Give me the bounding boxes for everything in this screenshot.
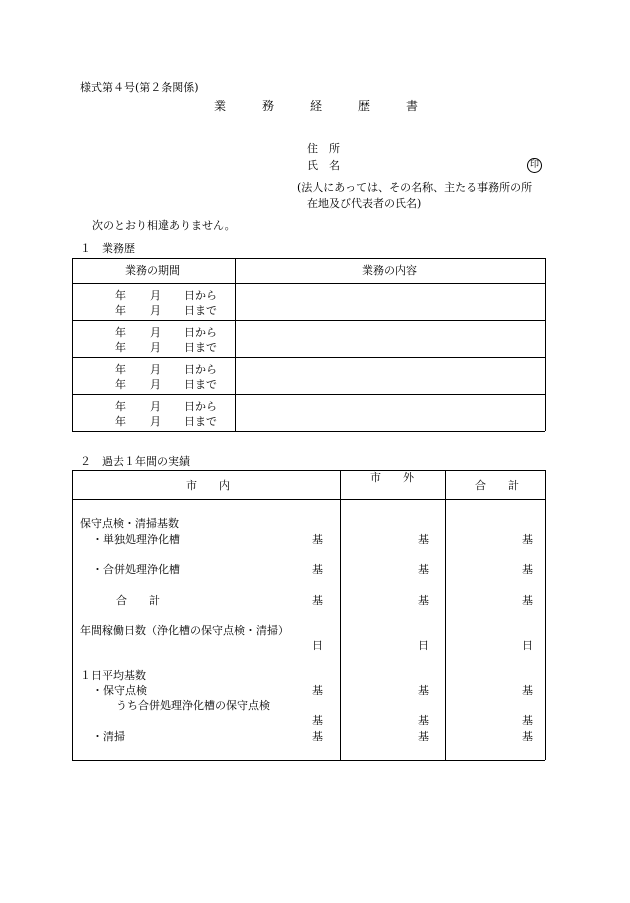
year-label: 年 — [115, 304, 126, 317]
col-content-header: 業務の内容 — [362, 264, 417, 277]
row-label: ・合併処理浄化槽 — [92, 563, 180, 576]
unit-total: 基 — [522, 563, 533, 576]
unit-out: 基 — [418, 684, 429, 697]
year-label: 年 — [115, 341, 126, 354]
seal-mark: 印 — [527, 158, 542, 173]
corp-note-line1: (法人にあっては、その名称、主たる事務所の所 — [297, 181, 533, 194]
year-label: 年 — [115, 289, 126, 302]
month-label: 月 — [150, 341, 161, 354]
row-label: ・保守点検 — [92, 684, 147, 697]
month-label: 月 — [150, 415, 161, 428]
group-daily-average: １日平均基数 — [80, 669, 146, 682]
group-operating-days: 年間稼働日数（浄化槽の保守点検・清掃） — [80, 624, 289, 637]
title-char: 書 — [406, 99, 419, 113]
title-char: 経 — [310, 99, 323, 113]
unit-in: 基 — [312, 533, 323, 546]
unit-out: 基 — [418, 563, 429, 576]
unit-in: 基 — [312, 594, 323, 607]
to-label: 日まで — [184, 341, 217, 354]
row-label: ・単独処理浄化槽 — [92, 533, 180, 546]
unit-total: 基 — [522, 533, 533, 546]
unit-total: 日 — [522, 639, 533, 652]
section1-heading: １ 業務歴 — [80, 242, 135, 255]
year-label: 年 — [115, 326, 126, 339]
to-label: 日まで — [184, 378, 217, 391]
unit-out: 基 — [418, 533, 429, 546]
group-cleaning-count: 保守点検・清掃基数 — [80, 517, 179, 530]
row-label: ・清掃 — [92, 730, 125, 743]
year-label: 年 — [115, 378, 126, 391]
year-label: 年 — [115, 415, 126, 428]
address-label: 住 所 — [307, 142, 340, 155]
col-out-city-header: 市 外 — [370, 471, 414, 484]
form-number: 様式第４号(第２条関係) — [80, 81, 199, 94]
to-label: 日まで — [184, 415, 217, 428]
title-char: 歴 — [358, 99, 371, 113]
col-total-header: 合 計 — [475, 479, 519, 492]
month-label: 月 — [150, 304, 161, 317]
row-label: 合 計 — [116, 594, 160, 607]
unit-total: 基 — [522, 684, 533, 697]
year-label: 年 — [115, 400, 126, 413]
unit-out: 日 — [418, 639, 429, 652]
from-label: 日から — [184, 326, 217, 339]
to-label: 日まで — [184, 304, 217, 317]
declaration: 次のとおり相違ありません。 — [92, 219, 236, 232]
from-label: 日から — [184, 289, 217, 302]
month-label: 月 — [150, 289, 161, 302]
name-label: 氏 名 — [307, 159, 340, 172]
row-label-maint-combined: うち合併処理浄化槽の保守点検 — [116, 699, 270, 712]
section2-heading: ２ 過去１年間の実績 — [80, 455, 190, 468]
unit-in: 基 — [312, 563, 323, 576]
title-char: 業 — [214, 99, 227, 113]
month-label: 月 — [150, 400, 161, 413]
unit-total: 基 — [522, 730, 533, 743]
unit-out: 基 — [418, 714, 429, 727]
col-period-header: 業務の期間 — [125, 264, 180, 277]
from-label: 日から — [184, 363, 217, 376]
unit-in: 日 — [312, 639, 323, 652]
unit-in: 基 — [312, 730, 323, 743]
month-label: 月 — [150, 363, 161, 376]
title-char: 務 — [262, 99, 275, 113]
corp-note-line2: 在地及び代表者の氏名) — [307, 197, 422, 210]
unit-in: 基 — [312, 714, 323, 727]
col-in-city-header: 市 内 — [186, 479, 230, 492]
from-label: 日から — [184, 400, 217, 413]
unit-out: 基 — [418, 730, 429, 743]
document-title — [214, 100, 418, 112]
year-label: 年 — [115, 363, 126, 376]
month-label: 月 — [150, 378, 161, 391]
unit-in: 基 — [312, 684, 323, 697]
month-label: 月 — [150, 326, 161, 339]
unit-out: 基 — [418, 594, 429, 607]
unit-total: 基 — [522, 594, 533, 607]
unit-total: 基 — [522, 714, 533, 727]
